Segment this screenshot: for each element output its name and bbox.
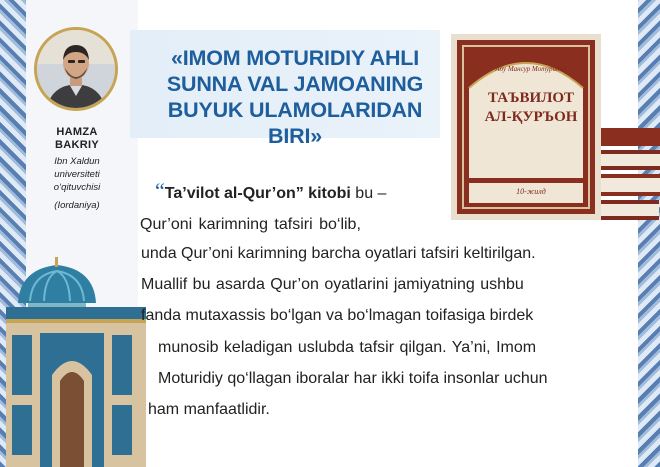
article-line-8: ham manfaatlidir. (148, 401, 270, 418)
author-photo (34, 27, 118, 111)
page-title (145, 45, 445, 149)
article-line-4: Muallif bu asarda Qur’on oyatlarini jamiyatning ushbu (141, 276, 524, 293)
article-line-6: munosib keladigan uslubda tafsir qilgan. Ya’ni, Imom (158, 339, 537, 356)
article-line-3: unda Qur’oni karimning barcha oyatlari tafsiri keltirilgan. (141, 245, 536, 262)
author-first-name: HAMZA (56, 126, 98, 138)
author-name (34, 126, 120, 152)
title-line-1: «IMOM MOTURIDIY AHLI (170, 46, 420, 70)
title-line-3: BUYUK ULAMOLARIDAN BIRI» (167, 98, 423, 148)
article-line-5: fanda mutaxassis bo‘lgan va bo‘lmagan toifasiga birdek (141, 307, 534, 324)
portrait-illustration (37, 30, 115, 108)
book-cover-author: Абу Мансур Мотуридий (495, 65, 567, 73)
mausoleum-illustration (0, 255, 150, 467)
article-line-1-rest: bu – (350, 185, 387, 202)
book-title-inline: Ta’vilot al-Qur’on” kitobi (164, 185, 351, 202)
author-role-line-3: o‘qituvchisi (53, 182, 101, 193)
book-cover-title-line-1: ТАЪВИЛОТ (487, 90, 575, 106)
article-line-7: Moturidiy qo‘llagan iboralar har ikki toifa insonlar uchun (158, 370, 548, 387)
article-line-1 (155, 178, 386, 204)
author-country: (Iordaniya) (54, 200, 100, 211)
author-role (34, 155, 120, 194)
quote-mark: “ (155, 178, 165, 203)
book-cover-volume: 10-жилд (516, 187, 546, 196)
title-line-2: SUNNA VAL JAMOANING (166, 72, 424, 96)
author-last-name: BAKRIY (55, 139, 99, 151)
author-info (34, 126, 120, 211)
book-cover-title-line-2: АЛ-ҚУРЪОН (484, 109, 578, 125)
author-role-line-2: universiteti (54, 169, 100, 180)
article-line-2: Qur’oni karimning tafsiri bo‘lib, (140, 216, 361, 233)
author-role-line-1: Ibn Xaldun (54, 156, 100, 167)
